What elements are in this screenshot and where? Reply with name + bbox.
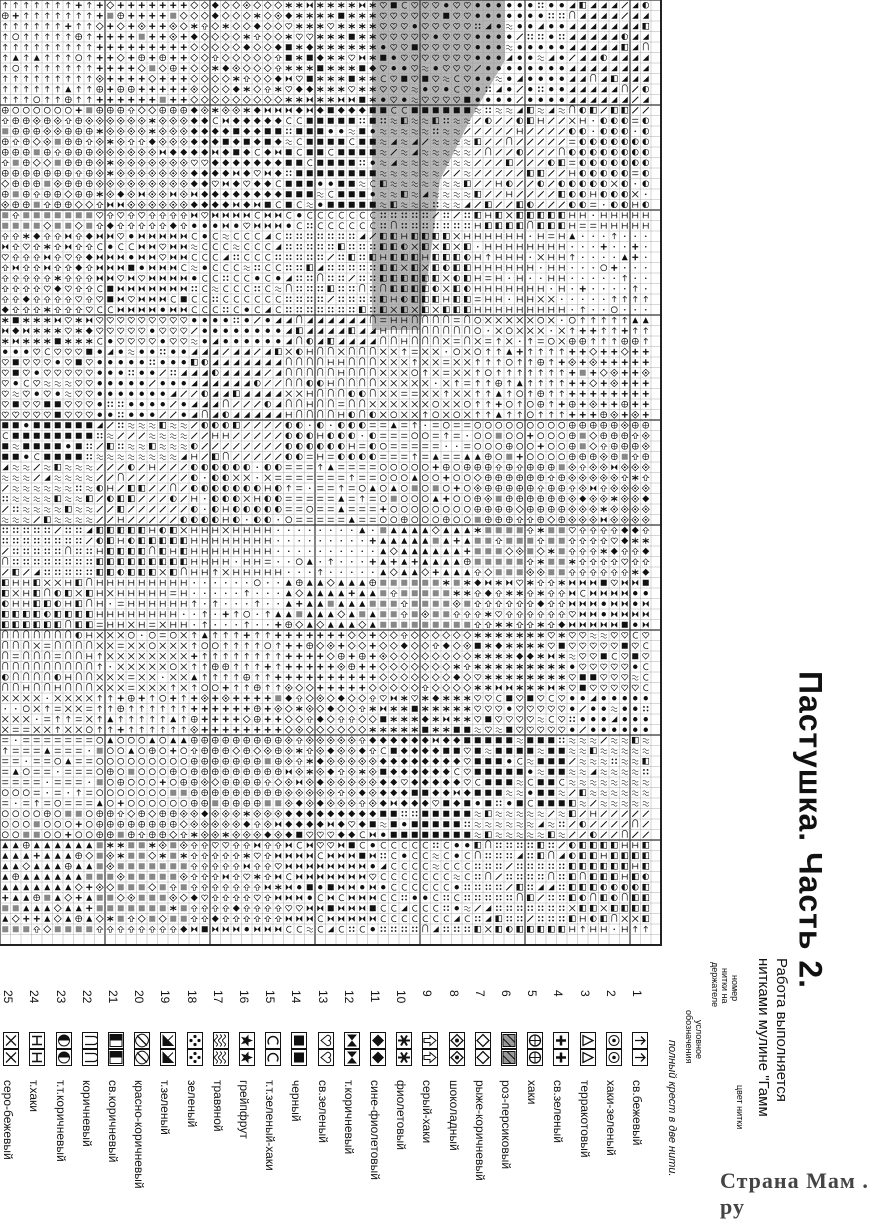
legend-color-name: рыже-коричневый — [472, 1080, 487, 1181]
legend-number: 1 — [630, 990, 644, 997]
hatch-icon — [501, 1032, 517, 1066]
flag-icon — [160, 1032, 176, 1066]
legend-number: 2 — [603, 990, 618, 997]
letter-h-icon — [29, 1032, 45, 1066]
column-header-number-2: нитки на — [720, 968, 730, 1004]
legend-number: 19 — [158, 990, 173, 1004]
legend-color-name: т.т.зеленый-хаки — [263, 1080, 278, 1171]
legend-color-name: грейпфрут — [237, 1080, 251, 1139]
stitch-note: полный крест в две нити. — [666, 1040, 678, 1177]
legend-color-name: черный — [289, 1080, 304, 1122]
legend-number: 16 — [237, 990, 251, 1004]
column-header-color: цвет нитки — [735, 1085, 745, 1130]
legend-color-name: св.зеленый — [551, 1080, 566, 1143]
legend-color-name: св.коричневый — [106, 1080, 120, 1163]
legend-number: 23 — [53, 990, 68, 1004]
legend-number: 7 — [472, 990, 487, 997]
asterisk-icon — [396, 1032, 412, 1066]
legend-number: 24 — [27, 990, 42, 1004]
legend-color-name: т.зеленый — [158, 1080, 173, 1135]
arrow-up-icon — [632, 1032, 648, 1066]
legend-color-name: фиолетовый — [394, 1080, 409, 1151]
half-square-icon — [108, 1032, 124, 1066]
legend-color-name: терракотовый — [577, 1080, 592, 1158]
star-icon — [239, 1032, 255, 1066]
dots-icon — [187, 1032, 203, 1066]
legend-color-name: серый-хаки — [420, 1080, 435, 1144]
column-header-symbol-1: условное — [694, 1020, 704, 1060]
legend-number: 6 — [499, 990, 513, 997]
column-header-number-3: держателе — [710, 962, 720, 1008]
diamond-dot-icon — [449, 1032, 465, 1066]
slash-icon — [134, 1032, 150, 1066]
column-header-symbol-2: обозначения — [684, 1010, 694, 1064]
legend-color-name: сине-фиолетовый — [368, 1080, 382, 1181]
legend-number: 10 — [394, 990, 409, 1004]
legend-number: 5 — [525, 990, 540, 997]
legend-number: 17 — [210, 990, 225, 1004]
diamond-filled-icon — [370, 1032, 386, 1066]
legend-color-name: т.коричневый — [341, 1080, 356, 1155]
legend-color-name: зеленый — [184, 1080, 199, 1128]
letter-c-icon — [265, 1032, 281, 1066]
legend-number: 21 — [106, 990, 120, 1004]
legend-color-name: красно-коричневый — [132, 1080, 147, 1189]
legend-number: 12 — [341, 990, 356, 1004]
plus-icon — [553, 1032, 569, 1066]
legend-number: 11 — [368, 990, 382, 1003]
legend-number: 15 — [263, 990, 278, 1004]
legend-color-name: роз-персиковый — [499, 1080, 513, 1170]
legend-color-name: коричневый — [79, 1080, 94, 1147]
legend-number: 9 — [420, 990, 435, 997]
bowtie-icon — [344, 1032, 360, 1066]
column-header-number-1: номер — [730, 975, 740, 1002]
square-filled-icon — [291, 1032, 307, 1066]
legend-color-name: т.хаки — [27, 1080, 42, 1112]
arrow-outline-icon — [422, 1032, 438, 1066]
legend-color-name: хаки — [525, 1080, 540, 1105]
legend-number: 22 — [79, 990, 94, 1004]
legend-number: 25 — [1, 990, 16, 1004]
legend-number: 3 — [577, 990, 592, 997]
legend-color-name: хаки-зеленый — [603, 1080, 618, 1156]
wave-icon — [213, 1032, 229, 1066]
half-circle-icon — [56, 1032, 72, 1066]
legend-color-name: св.зеленый — [315, 1080, 330, 1143]
legend-color-name: т.т.коричневый — [53, 1080, 68, 1162]
intro-line-2: нитками мулине "Гамм — [755, 958, 772, 1117]
cross-icon — [3, 1032, 19, 1066]
legend-number: 8 — [446, 990, 461, 997]
legend-color-name: св.бежевый — [630, 1080, 644, 1146]
legend-color-name: шоколадный — [446, 1080, 461, 1151]
legend-number: 4 — [551, 990, 566, 997]
legend-color-name: травяной — [210, 1080, 225, 1132]
watermark: Страна Мам . ру — [720, 1168, 869, 1219]
title-area — [770, 670, 850, 990]
legend-number: 20 — [132, 990, 147, 1004]
hook-icon — [82, 1032, 98, 1066]
triangle-icon — [580, 1032, 596, 1066]
legend-number: 18 — [184, 990, 199, 1004]
circle-plus-icon — [527, 1032, 543, 1066]
intro-line-1: Работа выполняется — [773, 958, 790, 1102]
legend-color-name: серо-бежевый — [1, 1080, 16, 1160]
circle-dot-icon — [606, 1032, 622, 1066]
diamond-outline-icon — [475, 1032, 491, 1066]
legend-number: 14 — [289, 990, 304, 1004]
page-title: Пастушка. Часть 2. — [792, 670, 829, 990]
legend-number: 13 — [315, 990, 330, 1004]
heart-icon — [318, 1032, 334, 1066]
